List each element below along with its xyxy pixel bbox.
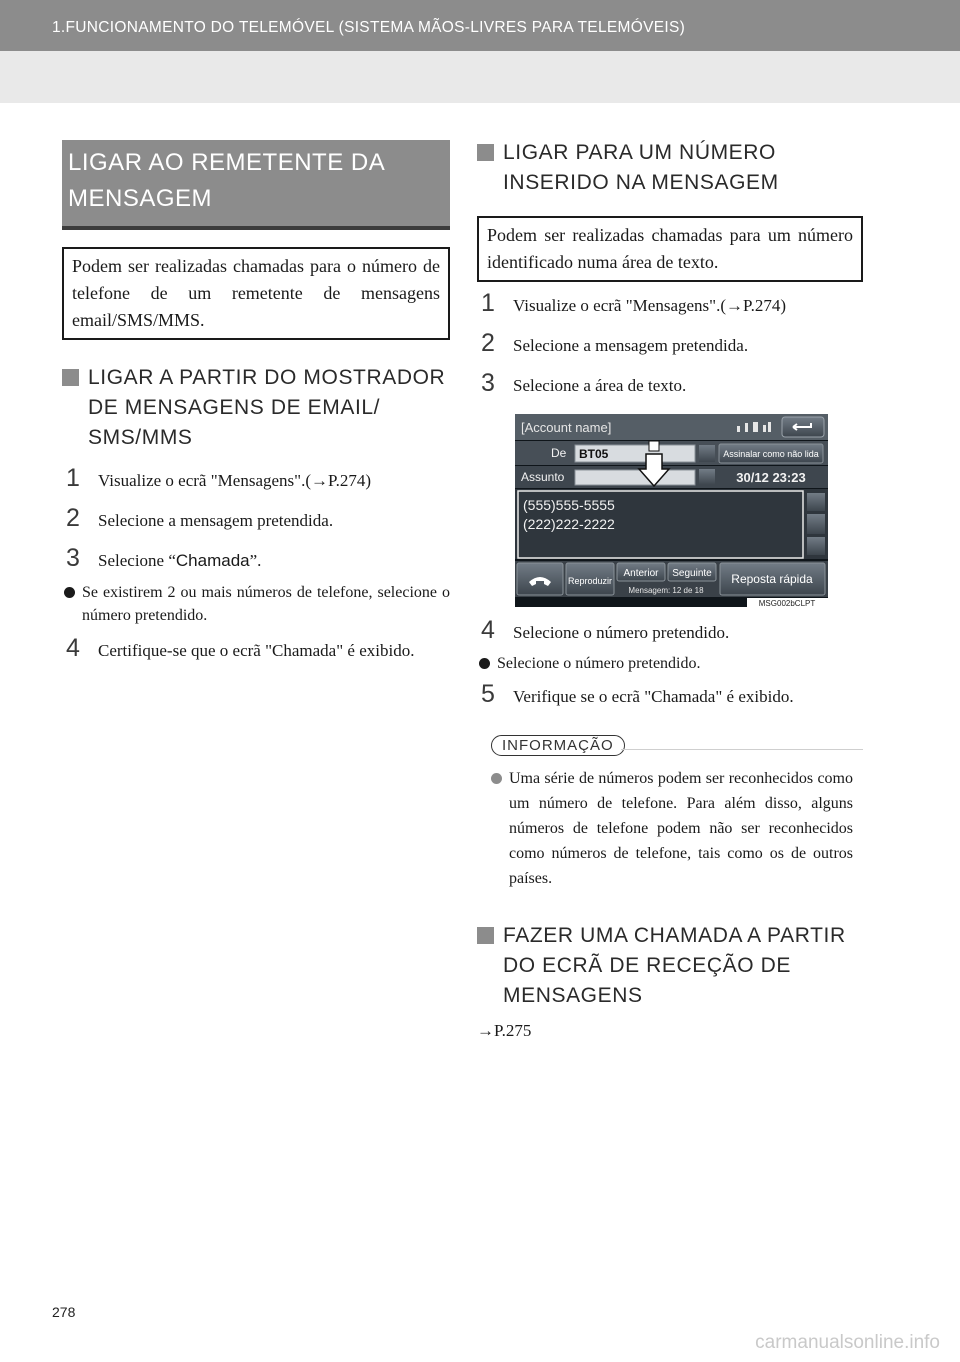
chapter-title: 1.FUNCIONAMENTO DO TELEMÓVEL (SISTEMA MÃOS-LIVRES PARA TELEMÓVEIS): [52, 19, 686, 36]
screen-number-1: (555)555-5555: [523, 497, 615, 513]
screen-code: MSG002bCLPT: [758, 599, 816, 607]
intro-box: Podem ser realizadas chamadas para o número de telefone de um remetente de mensagens email/SMS/MMS.: [62, 247, 450, 340]
step-text: Selecione a área de texto.: [513, 376, 687, 395]
step-2: [477, 329, 863, 360]
info-text: Uma série de números podem ser reconhecidos como um número de telefone. Para além disso, alguns números de telefone podem não ser reconhecidos como números de telefone, tais como os de outros países.: [509, 770, 853, 887]
screen-play: Reproduzir: [567, 576, 613, 586]
step-number: 1: [481, 289, 495, 317]
bullet-text: Se existirem 2 ou mais números de telefone, selecione o número pretendido.: [82, 584, 450, 624]
info-rule: [621, 749, 863, 750]
step-number: 3: [481, 369, 495, 397]
square-marker-icon: [477, 927, 494, 944]
info-header: [491, 735, 863, 756]
section-title-box: LIGAR AO REMETENTE DA MENSAGEM: [62, 140, 450, 230]
right-column: [477, 140, 863, 1041]
step-number: 5: [481, 680, 495, 708]
bullet-dot-icon: [479, 658, 490, 669]
section-heading-text: LIGAR PARA UM NÚMERO INSERIDO NA MENSAGEM: [503, 141, 779, 194]
screen-number-2: (222)222-2222: [523, 516, 615, 532]
screen-from-value: BT05: [579, 447, 609, 461]
screen-from-label: De: [551, 446, 567, 460]
step-1: [62, 464, 450, 495]
section-heading-text: LIGAR A PARTIR DO MOSTRADOR DE MENSAGENS DE EMAIL/ SMS/MMS: [88, 366, 446, 449]
screen-next: Seguinte: [672, 568, 712, 579]
step-text: Certifique-se que o ecrã "Chamada" é exibido.: [98, 641, 415, 660]
screen-message-count: Mensagem: 12 de 18: [628, 586, 704, 595]
square-marker-icon: [477, 144, 494, 161]
screen-mark-unread: Assinalar como não lida: [723, 449, 819, 459]
step-number: 1: [66, 464, 80, 492]
info-bullet: [491, 766, 853, 891]
step-text: Visualize o ecrã "Mensagens".(→P.274): [98, 471, 371, 490]
step-text: Visualize o ecrã "Mensagens".(→P.274): [513, 296, 786, 315]
step-number: 4: [66, 634, 80, 662]
step-3: [477, 369, 863, 400]
step-number: 2: [481, 329, 495, 357]
step-5: [477, 680, 863, 711]
left-column: [62, 140, 450, 665]
step-2: [62, 504, 450, 535]
step-4: [477, 616, 863, 647]
section-heading: [62, 363, 450, 453]
section-heading: [477, 138, 863, 198]
step-text: Selecione a mensagem pretendida.: [513, 336, 749, 355]
info-bullet-dot-icon: [491, 773, 502, 784]
screen-account-name: [Account name]: [521, 420, 612, 435]
header-band: [0, 0, 960, 51]
step-4: [62, 634, 450, 665]
step-number: 4: [481, 616, 495, 644]
info-label: INFORMAÇÃO: [491, 735, 625, 756]
bullet-note: [62, 581, 450, 627]
section-heading-2: [477, 921, 863, 1011]
ui-label-chamada: Chamada: [175, 551, 250, 570]
intro-box: Podem ser realizadas chamadas para um número identificado numa área de texto.: [477, 216, 863, 282]
step-1: [477, 289, 863, 320]
step-text: Selecione “: [98, 551, 176, 570]
bullet-text: Selecione o número pretendido.: [497, 655, 701, 672]
step-text: Selecione o número pretendido.: [513, 623, 730, 642]
header-subband: [0, 51, 960, 103]
screen-quick-reply: Reposta rápida: [731, 572, 813, 586]
screen-previous: Anterior: [623, 568, 659, 579]
step-3: [62, 544, 450, 575]
page-reference-link[interactable]: →P.275: [477, 1021, 532, 1040]
step-text: Selecione a mensagem pretendida.: [98, 511, 334, 530]
bullet-dot-icon: [64, 587, 75, 598]
step-text-end: ”.: [249, 551, 262, 570]
messages-screen-image: [515, 414, 828, 607]
section-heading-text: FAZER UMA CHAMADA A PARTIR DO ECRÃ DE RECEÇÃO DE MENSAGENS: [503, 924, 846, 1007]
step-text: Verifique se o ecrã "Chamada" é exibido.: [513, 687, 794, 706]
page-number: 278: [52, 1304, 76, 1320]
bullet-note: [477, 652, 863, 675]
step-number: 2: [66, 504, 80, 532]
screen-subject-label: Assunto: [521, 470, 565, 484]
watermark: carmanualsonline.info: [755, 1332, 940, 1353]
screen-datetime: 30/12 23:23: [736, 470, 806, 485]
step-number: 3: [66, 544, 80, 572]
square-marker-icon: [62, 369, 79, 386]
messages-screen-drawing: [515, 414, 828, 607]
